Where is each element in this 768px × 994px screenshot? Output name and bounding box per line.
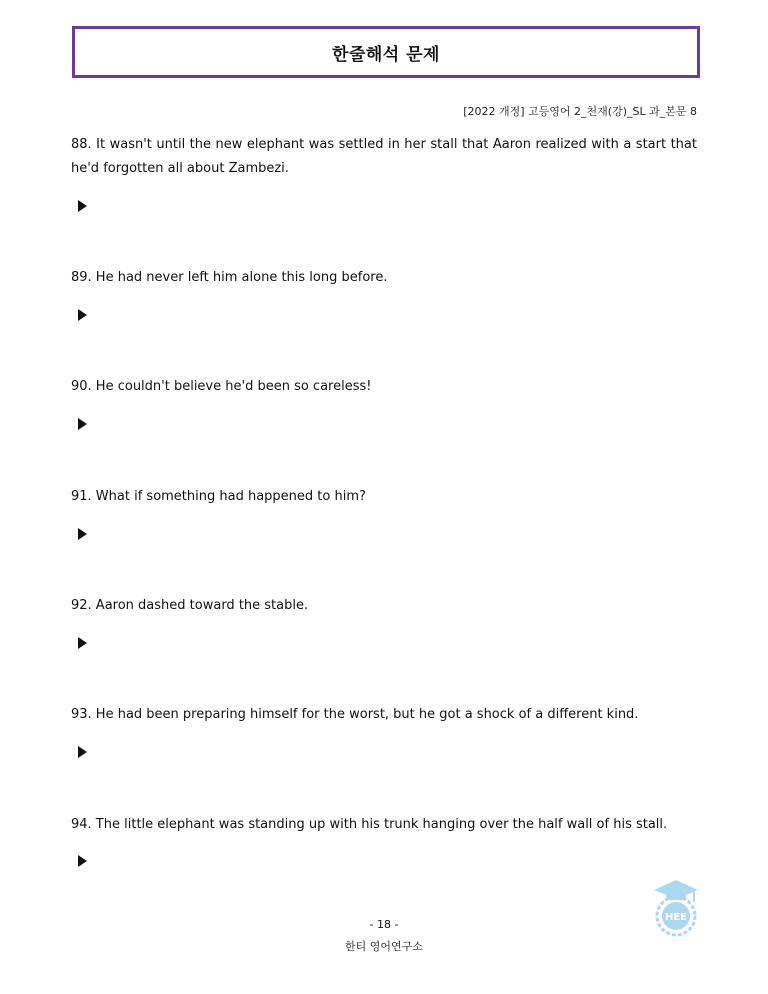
- question-94: 94. The little elephant was standing up with his trunk hanging over the half wall of his stall.: [71, 817, 668, 832]
- question-93: 93. He had been preparing himself for the worst, but he got a shock of a different kind.: [71, 707, 639, 722]
- question-91: 91. What if something had happened to him?: [71, 489, 366, 504]
- question-90: 90. He couldn't believe he'd been so careless!: [71, 379, 372, 394]
- question-92: 92. Aaron dashed toward the stable.: [71, 598, 309, 613]
- answer-arrow-icon: [78, 418, 87, 430]
- page-title: 한줄해석 문제: [332, 44, 440, 65]
- question-89: 89. He had never left him alone this long before.: [71, 270, 388, 285]
- answer-arrow-icon: [78, 746, 87, 758]
- answer-arrow-icon: [78, 637, 87, 649]
- hee-logo: [650, 878, 702, 938]
- answer-arrow-icon: [78, 528, 87, 540]
- answer-arrow-icon: [78, 200, 87, 212]
- answer-arrow-icon: [78, 309, 87, 321]
- answer-arrow-icon: [78, 855, 87, 867]
- page-number: - 18 -: [369, 918, 399, 931]
- question-88: 88. It wasn't until the new elephant was settled in her stall that Aaron realized with a start that he'd forgotten all about Zambezi.: [71, 137, 697, 176]
- organization-name: 한티 영어연구소: [345, 940, 423, 953]
- logo-text: HEE: [664, 912, 688, 923]
- title-box: [72, 26, 700, 78]
- document-meta: [2022 개정] 고등영어 2_천재(강)_SL 과_본문 8: [463, 105, 697, 118]
- graduation-cap-icon: [654, 880, 698, 902]
